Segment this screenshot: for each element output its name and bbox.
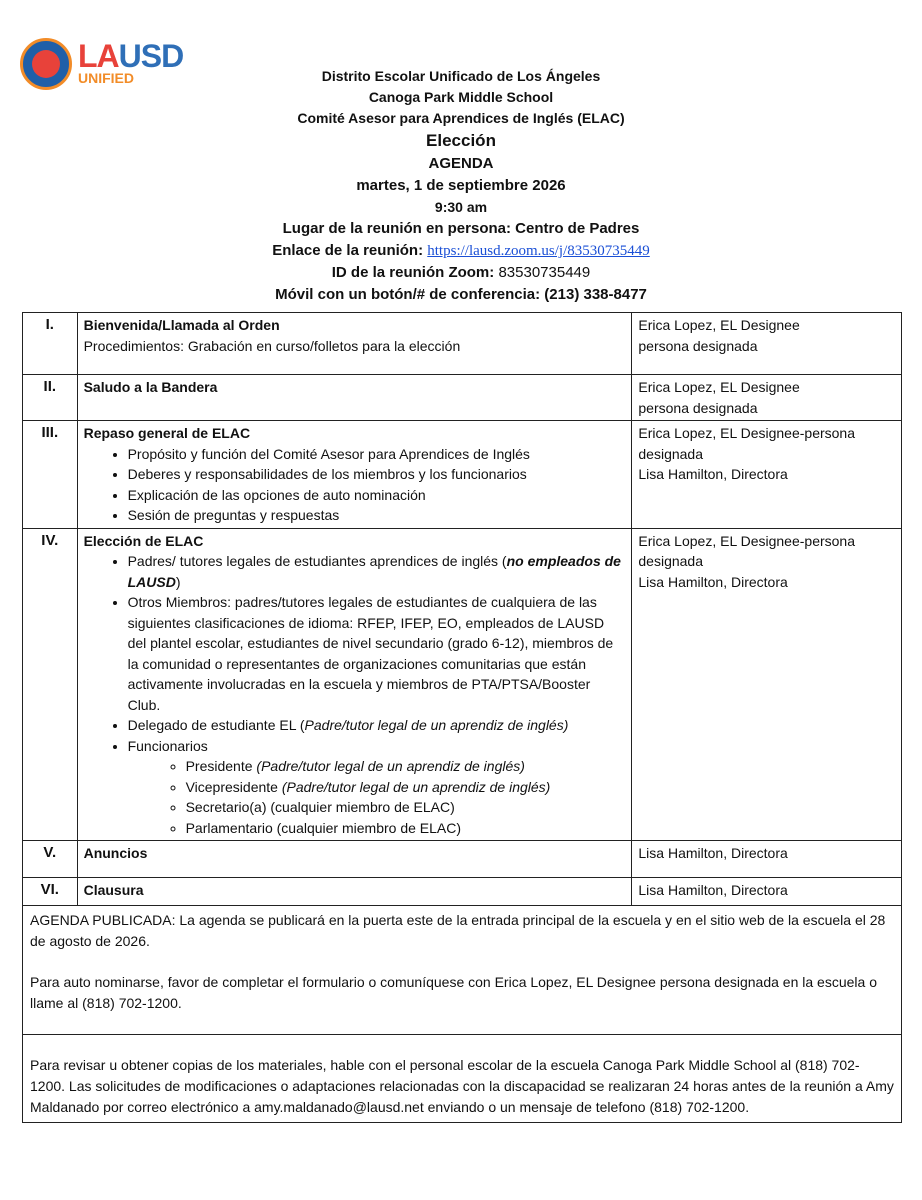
presenter: designada (638, 445, 704, 462)
officer-item: ◦ Vicepresidente (Padre/tutor legal de un aprendiz de inglés) (186, 777, 626, 798)
item-title: Anuncios (83, 845, 148, 861)
event-title: Elección (426, 131, 496, 150)
list-item: • Deberes y responsabilidades de los miembros y los funcionarios (128, 464, 626, 485)
item-title: Saludo a la Bandera (83, 379, 218, 395)
presenter: Erica Lopez, EL Designee (638, 317, 800, 333)
item-detail: Procedimientos: Grabación en curso/folletos para la elección (83, 337, 461, 354)
agenda-row (23, 841, 902, 878)
zoom-id-label: ID de la reunión Zoom: (331, 264, 495, 281)
list-item: • Explicación de las opciones de auto nominación (128, 485, 626, 506)
phone-line: Móvil con un botón/# de conferencia: (213) 338-8477 (275, 286, 647, 303)
item-number: III. (23, 421, 78, 529)
nominate-note: Para auto nominarse, favor de completar el formulario o comuníquese con Erica Lopez, EL Designee persona designada en la escuela o llame al (818) 702-1200. (30, 974, 877, 1011)
item-title: Bienvenida/Llamada al Orden (83, 317, 280, 333)
meeting-link-label: Enlace de la reunión: (272, 242, 424, 259)
presenter: Lisa Hamilton, Directora (638, 573, 788, 590)
presenter: Erica Lopez, EL Designee-persona (638, 532, 856, 549)
agenda-row (23, 421, 902, 529)
logo-unified: UNIFIED (78, 70, 134, 86)
agenda-row (23, 313, 902, 375)
meeting-date: martes, 1 de septiembre 2026 (356, 177, 566, 194)
meeting-location: Lugar de la reunión en persona: Centro de Padres (282, 220, 640, 237)
presenter: Lisa Hamilton, Directora (638, 845, 788, 861)
presenter: Erica Lopez, EL Designee-persona (638, 425, 856, 441)
presenter: designada (638, 553, 704, 569)
list-item: • Padres/ tutores legales de estudiantes aprendices de inglés (no empleados de LAUSD) (128, 551, 626, 592)
item-bullets (84, 551, 626, 838)
presenter: Lisa Hamilton, Directora (638, 882, 788, 898)
list-item: • Otros Miembros: padres/tutores legales de estudiantes de cualquiera de las siguientes clasificaciones de idioma: RFEP, IFEP, EO, empleados de LAUSD del plantel escolar, estudiantes de nivel secundario (grado 6-12), miembros de la comunidad o representantes de organizaciones comunitarias que están activamente involucradas en la escuela y miembros de PTA/PTSA/Booster Club. (128, 592, 626, 715)
school-name: Canoga Park Middle School (368, 89, 554, 105)
officer-item: ◦ Secretario(a) (cualquier miembro de ELAC) (186, 797, 626, 818)
list-item: • Funcionarios ◦ Presidente (Padre/tutor legal de un aprendiz de inglés) ◦ Vicepresidente (Padre/tutor legal de un aprendiz de inglés) ◦ Secretario(a) (cualquier miembro de ELAC) ◦ Parlamentario (cualquier miembro de ELAC) (128, 736, 626, 839)
item-title: Elección de ELAC (83, 532, 204, 549)
committee-name: Comité Asesor para Aprendices de Inglés (ELAC) (297, 110, 625, 126)
presenter: persona designada (638, 337, 758, 354)
footer-notes (22, 906, 902, 1123)
materials-note: Para revisar u obtener copias de los materiales, hable con el personal escolar de la escuela Canoga Park Middle School al (818) 702-1200. Las solicitudes de modificaciones o adaptaciones relacionadas con la discapacidad se realizaran 24 horas antes de la reunión a Amy Maldanado por correo electrónico a amy.maldanado@lausd.net enviando o un mensaje de telefono (818) 702-1200. (23, 1034, 901, 1122)
item-number: II. (23, 375, 78, 421)
item-number: V. (23, 841, 78, 878)
zoom-id-line (0, 262, 922, 284)
item-number: IV. (23, 528, 78, 841)
document-header (0, 66, 922, 306)
meeting-link-line (0, 240, 922, 262)
item-bullets (84, 444, 626, 526)
agenda-row (23, 375, 902, 421)
agenda-row (23, 878, 902, 906)
presenter: Lisa Hamilton, Directora (638, 466, 788, 482)
agenda-title: AGENDA (428, 155, 494, 172)
meeting-time: 9:30 am (434, 199, 488, 215)
list-item: • Propósito y función del Comité Asesor para Aprendices de Inglés (128, 444, 626, 465)
presenter: Erica Lopez, EL Designee (638, 379, 800, 395)
list-item: • Delegado de estudiante EL (Padre/tutor legal de un aprendiz de inglés) (128, 715, 626, 736)
agenda-table (22, 312, 902, 906)
logo-wordmark: LAUSD (78, 38, 184, 74)
item-title: Clausura (83, 882, 144, 898)
list-item: • Sesión de preguntas y respuestas (128, 505, 626, 526)
meeting-link[interactable]: https://lausd.zoom.us/j/83530735449 (427, 243, 650, 259)
agenda-row (23, 528, 902, 841)
officer-item: ◦ Presidente (Padre/tutor legal de un aprendiz de inglés) (186, 756, 626, 777)
district-name: Distrito Escolar Unificado de Los Ángeles (321, 68, 601, 84)
presenter: persona designada (638, 399, 758, 416)
posted-note: AGENDA PUBLICADA: La agenda se publicará en la puerta este de la entrada principal de la escuela y en el sitio web de la escuela el 28 de agosto de 2026. (30, 912, 886, 949)
zoom-id: 83530735449 (498, 264, 591, 281)
item-title: Repaso general de ELAC (83, 425, 251, 441)
item-number: I. (23, 313, 78, 375)
item-number: VI. (23, 878, 78, 906)
officer-item: ◦ Parlamentario (cualquier miembro de ELAC) (186, 818, 626, 839)
officer-list (128, 756, 626, 838)
